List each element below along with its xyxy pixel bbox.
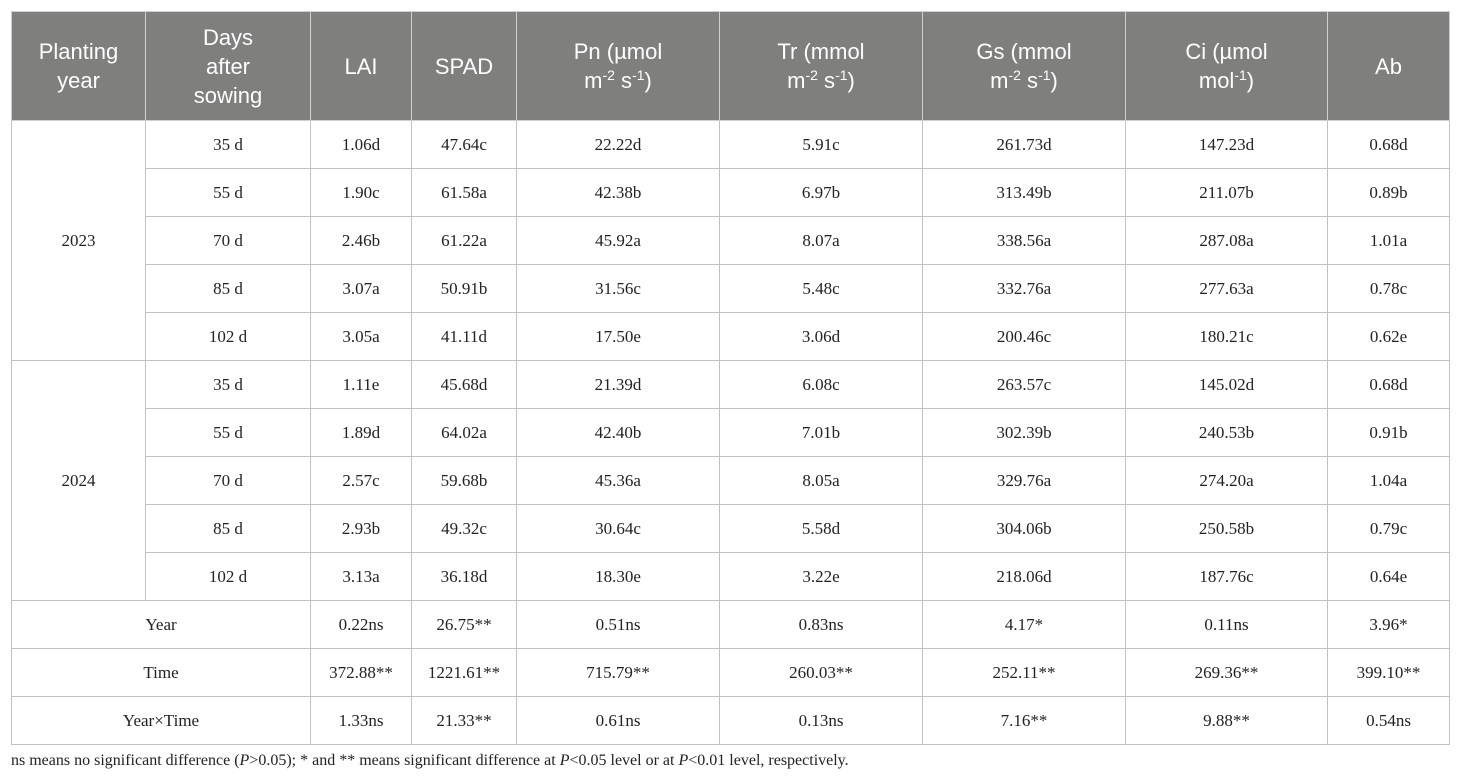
value-cell: 329.76a [923,457,1126,505]
value-cell: 277.63a [1126,265,1328,313]
header-gs: Gs (mmol $m^{-2}$ $s^{-1}$) [923,12,1126,121]
value-cell: 45.68d [412,361,517,409]
value-cell: 0.62e [1328,313,1450,361]
header-row [12,12,1450,121]
value-cell: 45.36a [517,457,720,505]
value-cell: 31.56c [517,265,720,313]
value-cell: 50.91b [412,265,517,313]
table-row [12,169,1450,217]
value-cell: 5.91c [720,121,923,169]
value-cell: 1.89d [311,409,412,457]
value-cell: 1.04a [1328,457,1450,505]
value-cell: 17.50e [517,313,720,361]
anova-row [12,697,1450,745]
anova-value-cell: 0.11ns [1126,601,1328,649]
value-cell: 211.07b [1126,169,1328,217]
value-cell: 338.56a [923,217,1126,265]
table-row [12,361,1450,409]
value-cell: 6.08c [720,361,923,409]
value-cell: 261.73d [923,121,1126,169]
value-cell: 5.58d [720,505,923,553]
value-cell: 64.02a [412,409,517,457]
table-body [12,121,1450,745]
value-cell: 0.89b [1328,169,1450,217]
anova-label-cell: Year [12,601,311,649]
value-cell: 21.39d [517,361,720,409]
header-gs-unit: $m^{-2}$ $s^{-1}$) [990,67,1058,93]
anova-value-cell: 260.03** [720,649,923,697]
anova-value-cell: 0.83ns [720,601,923,649]
header-lai: LAI [311,12,412,121]
anova-value-cell: 399.10** [1328,649,1450,697]
value-cell: 302.39b [923,409,1126,457]
value-cell: 332.76a [923,265,1126,313]
year-cell: 2023 [12,121,146,361]
value-cell: 200.46c [923,313,1126,361]
anova-value-cell: 715.79** [517,649,720,697]
value-cell: 42.38b [517,169,720,217]
table-footnote: ns means no significant difference (P>0.05); * and ** means significant difference at P<0.05 level or at P<0.01 level, respectively. [11,752,849,769]
table-row [12,505,1450,553]
header-ci: Ci (µmol mol$^{-1}$) [1126,12,1328,121]
value-cell: 313.49b [923,169,1126,217]
header-ab: Ab [1328,12,1450,121]
header-pn-unit: $m^{-2}$ $s^{-1}$) [584,67,652,93]
value-cell: 6.97b [720,169,923,217]
anova-value-cell: 1.33ns [311,697,412,745]
table-row [12,457,1450,505]
value-cell: 0.68d [1328,121,1450,169]
value-cell: 0.68d [1328,361,1450,409]
value-cell: 3.07a [311,265,412,313]
value-cell: 30.64c [517,505,720,553]
table-row [12,121,1450,169]
anova-value-cell: 4.17* [923,601,1126,649]
value-cell: 3.22e [720,553,923,601]
days-cell: 70 d [146,457,311,505]
days-cell: 102 d [146,313,311,361]
anova-label-cell: Time [12,649,311,697]
anova-value-cell: 0.13ns [720,697,923,745]
value-cell: 3.05a [311,313,412,361]
days-cell: 35 d [146,121,311,169]
value-cell: 287.08a [1126,217,1328,265]
header-ci-unit: mol$^{-1}$) [1198,67,1255,93]
value-cell: 49.32c [412,505,517,553]
anova-value-cell: 3.96* [1328,601,1450,649]
days-cell: 55 d [146,169,311,217]
value-cell: 2.93b [311,505,412,553]
value-cell: 0.78c [1328,265,1450,313]
value-cell: 147.23d [1126,121,1328,169]
value-cell: 1.11e [311,361,412,409]
value-cell: 36.18d [412,553,517,601]
value-cell: 41.11d [412,313,517,361]
value-cell: 250.58b [1126,505,1328,553]
days-cell: 70 d [146,217,311,265]
anova-label-cell: Year×Time [12,697,311,745]
header-tr-unit: $m^{-2}$ $s^{-1}$) [787,67,855,93]
value-cell: 2.57c [311,457,412,505]
value-cell: 304.06b [923,505,1126,553]
anova-value-cell: 252.11** [923,649,1126,697]
value-cell: 0.79c [1328,505,1450,553]
anova-value-cell: 372.88** [311,649,412,697]
days-cell: 85 d [146,265,311,313]
anova-value-cell: 0.54ns [1328,697,1450,745]
value-cell: 240.53b [1126,409,1328,457]
value-cell: 1.90c [311,169,412,217]
anova-value-cell: 26.75** [412,601,517,649]
days-cell: 35 d [146,361,311,409]
value-cell: 3.13a [311,553,412,601]
value-cell: 263.57c [923,361,1126,409]
table-row [12,409,1450,457]
value-cell: 45.92a [517,217,720,265]
value-cell: 180.21c [1126,313,1328,361]
value-cell: 3.06d [720,313,923,361]
value-cell: 61.58a [412,169,517,217]
value-cell: 145.02d [1126,361,1328,409]
value-cell: 5.48c [720,265,923,313]
table-row [12,313,1450,361]
anova-value-cell: 0.61ns [517,697,720,745]
anova-value-cell: 21.33** [412,697,517,745]
anova-value-cell: 0.22ns [311,601,412,649]
year-cell: 2024 [12,361,146,601]
header-pn: Pn (µmol $m^{-2}$ $s^{-1}$) [517,12,720,121]
anova-row [12,649,1450,697]
value-cell: 18.30e [517,553,720,601]
anova-row [12,601,1450,649]
value-cell: 274.20a [1126,457,1328,505]
value-cell: 1.06d [311,121,412,169]
value-cell: 0.91b [1328,409,1450,457]
header-planting-year: Planting year [12,12,146,121]
table-row [12,553,1450,601]
value-cell: 42.40b [517,409,720,457]
value-cell: 218.06d [923,553,1126,601]
table-row [12,265,1450,313]
anova-value-cell: 1221.61** [412,649,517,697]
anova-value-cell: 269.36** [1126,649,1328,697]
value-cell: 59.68b [412,457,517,505]
header-spad: SPAD [412,12,517,121]
value-cell: 47.64c [412,121,517,169]
results-table [11,11,1450,745]
value-cell: 22.22d [517,121,720,169]
anova-value-cell: 0.51ns [517,601,720,649]
value-cell: 8.05a [720,457,923,505]
value-cell: 187.76c [1126,553,1328,601]
anova-value-cell: 7.16** [923,697,1126,745]
days-cell: 102 d [146,553,311,601]
value-cell: 8.07a [720,217,923,265]
value-cell: 0.64e [1328,553,1450,601]
header-days-after-sowing: Days after sowing [146,12,311,121]
value-cell: 2.46b [311,217,412,265]
anova-value-cell: 9.88** [1126,697,1328,745]
data-table-container [11,11,1449,745]
days-cell: 55 d [146,409,311,457]
value-cell: 61.22a [412,217,517,265]
days-cell: 85 d [146,505,311,553]
value-cell: 1.01a [1328,217,1450,265]
header-tr: Tr (mmol $m^{-2}$ $s^{-1}$) [720,12,923,121]
value-cell: 7.01b [720,409,923,457]
table-row [12,217,1450,265]
